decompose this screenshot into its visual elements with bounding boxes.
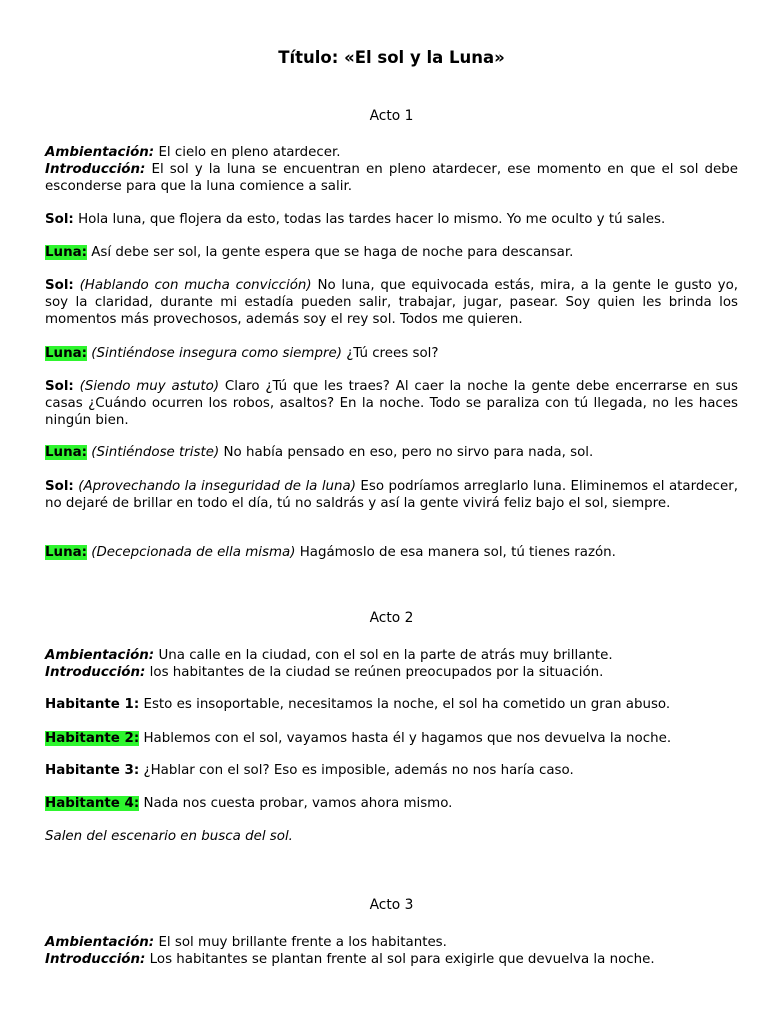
speaker-name: Sol: <box>45 212 74 227</box>
act-2-heading: Acto 2 <box>369 610 414 626</box>
introduccion-line <box>45 951 738 968</box>
speaker-name: Luna: <box>45 346 87 361</box>
act-1-setting <box>45 144 738 195</box>
introduccion-line <box>45 161 738 195</box>
speaker-name: Habitante 4: <box>45 796 140 811</box>
dialogue-line <box>45 478 738 512</box>
dialogue-line <box>45 378 738 429</box>
act-1-heading: Acto 1 <box>369 108 414 124</box>
introduccion-text: los habitantes de la ciudad se reúnen preocupados por la situación. <box>149 665 604 680</box>
introduccion-text: Los habitantes se plantan frente al sol para exigirle que devuelva la noche. <box>149 952 655 967</box>
stage-direction: Salen del escenario en busca del sol. <box>45 829 293 844</box>
stage-direction: (Siendo muy astuto) <box>79 379 220 394</box>
speaker-name: Sol: <box>45 278 74 293</box>
stage-direction: (Sintiéndose insegura como siempre) <box>91 346 342 361</box>
stage-direction: (Sintiéndose triste) <box>91 445 220 460</box>
speaker-name: Sol: <box>45 379 74 394</box>
ambientacion-text: El sol muy brillante frente a los habitantes. <box>158 935 447 950</box>
stage-direction: (Decepcionada de ella misma) <box>91 545 296 560</box>
speaker-name: Habitante 1: <box>45 697 140 712</box>
dialogue-text: Eso podríamos arreglarlo luna. Eliminemos el atardecer, no dejaré de brillar en todo el día, tú no saldrás y así la gente vivirá feliz bajo el sol, siempre. <box>45 479 738 511</box>
introduccion-line <box>45 664 738 681</box>
dialogue-line <box>45 730 738 747</box>
dialogue-text: Así debe ser sol, la gente espera que se haga de noche para descansar. <box>91 245 574 260</box>
speaker-name: Sol: <box>45 479 74 494</box>
speaker-name: Luna: <box>45 445 87 460</box>
ambientacion-line <box>45 647 738 664</box>
dialogue-text: Hola luna, que flojera da esto, todas las tardes hacer lo mismo. Yo me oculto y tú sales. <box>78 212 666 227</box>
introduccion-label: Introducción: <box>45 665 146 680</box>
dialogue-text: Esto es insoportable, necesitamos la noche, el sol ha cometido un gran abuso. <box>143 697 671 712</box>
page-title: Título: «El sol y la Luna» <box>278 48 505 67</box>
ambientacion-line <box>45 144 738 161</box>
dialogue-line <box>45 544 738 561</box>
dialogue-text: No había pensado en eso, pero no sirvo para nada, sol. <box>223 445 594 460</box>
speaker-name: Habitante 2: <box>45 731 140 746</box>
dialogue-text: Hagámoslo de esa manera sol, tú tienes razón. <box>299 545 616 560</box>
dialogue-line <box>45 696 738 713</box>
introduccion-label: Introducción: <box>45 162 146 177</box>
ambientacion-label: Ambientación: <box>45 145 155 160</box>
dialogue-line <box>45 345 738 362</box>
act-3-heading: Acto 3 <box>369 897 414 913</box>
dialogue-line <box>45 795 738 812</box>
ambientacion-label: Ambientación: <box>45 935 155 950</box>
ambientacion-text: Una calle en la ciudad, con el sol en la parte de atrás muy brillante. <box>158 648 613 663</box>
dialogue-line <box>45 277 738 328</box>
dialogue-text: No luna, que equivocada estás, mira, a la gente le gusto yo, soy la claridad, durante mi estadía pueden salir, trabajar, jugar, pasear. Soy quien les brinda los momentos más provechosos, además soy el rey sol. Todos me quieren. <box>45 278 739 327</box>
dialogue-text: ¿Hablar con el sol? Eso es imposible, además no nos haría caso. <box>143 763 574 778</box>
act-2-setting <box>45 647 738 681</box>
act-3-setting <box>45 934 738 968</box>
dialogue-text: Nada nos cuesta probar, vamos ahora mismo. <box>143 796 453 811</box>
introduccion-label: Introducción: <box>45 952 146 967</box>
ambientacion-label: Ambientación: <box>45 648 155 663</box>
speaker-name: Luna: <box>45 245 87 260</box>
introduccion-text: El sol y la luna se encuentran en pleno atardecer, ese momento en que el sol debe esconderse para que la luna comience a salir. <box>45 162 738 194</box>
speaker-name: Luna: <box>45 545 87 560</box>
dialogue-text: ¿Tú crees sol? <box>346 346 439 361</box>
ambientacion-line <box>45 934 738 951</box>
dialogue-text: Hablemos con el sol, vayamos hasta él y hagamos que nos devuelva la noche. <box>143 731 672 746</box>
dialogue-line <box>45 444 738 461</box>
ambientacion-text: El cielo en pleno atardecer. <box>158 145 341 160</box>
dialogue-line <box>45 211 738 228</box>
dialogue-line <box>45 762 738 779</box>
dialogue-text: Claro ¿Tú que les traes? Al caer la noche la gente debe encerrarse en sus casas ¿Cuándo ocurren los robos, asaltos? En la noche. Todo se paraliza con tú llegada, no les haces ningún bien. <box>45 379 738 428</box>
dialogue-line <box>45 244 738 261</box>
speaker-name: Habitante 3: <box>45 763 140 778</box>
stage-direction: (Aprovechando la inseguridad de la luna) <box>78 479 356 494</box>
stage-direction: (Hablando con mucha convicción) <box>79 278 312 293</box>
